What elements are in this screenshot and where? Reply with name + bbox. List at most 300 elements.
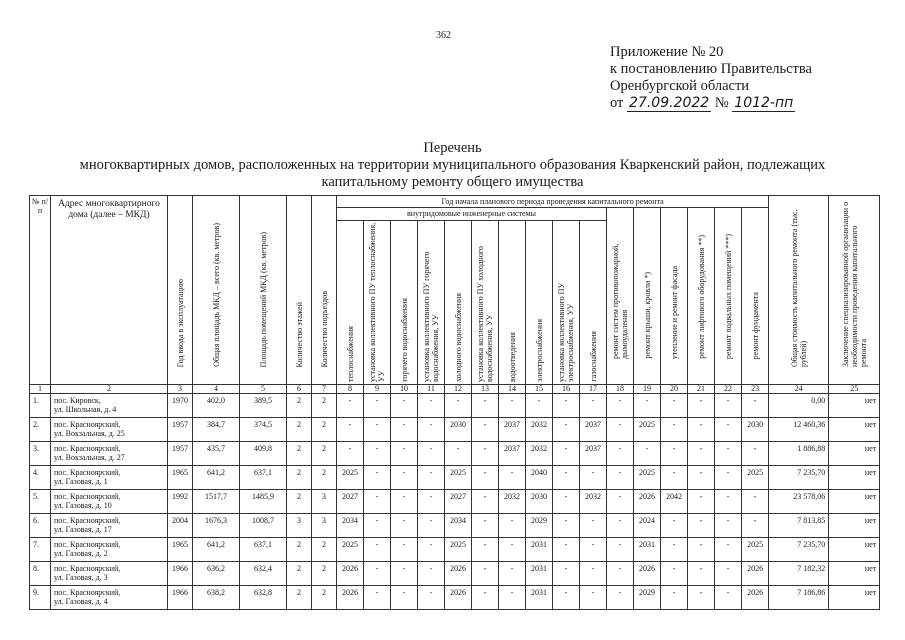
table-cell: 2030 — [526, 490, 553, 514]
table-cell: 2025 — [634, 466, 661, 490]
header-total-area: Общая площадь МКД – всего (кв. метров) — [193, 196, 240, 385]
table-cell: - — [418, 394, 445, 418]
table-cell: 1957 — [168, 442, 193, 466]
column-number: 20 — [661, 385, 688, 394]
table-cell: - — [472, 466, 499, 490]
table-cell: 1485,9 — [240, 490, 287, 514]
table-cell: - — [580, 466, 607, 490]
table-cell: 2 — [312, 538, 337, 562]
table-cell: 384,7 — [193, 418, 240, 442]
table-cell: 2026 — [742, 562, 769, 586]
table-cell: - — [661, 562, 688, 586]
table-cell: 2037 — [580, 442, 607, 466]
table-cell: 2034 — [445, 514, 472, 538]
address-cell: пос. Кировск, ул. Школьная, д. 4 — [51, 394, 168, 418]
title-line-2: многоквартирных домов, расположенных на территории муниципального образования Кваркенский район, подлежащих — [79, 157, 826, 173]
table-cell: 2 — [287, 466, 312, 490]
table-cell: 7 235,70 — [769, 466, 829, 490]
table-cell: 2 — [312, 394, 337, 418]
table-cell: 2025 — [634, 418, 661, 442]
appendix-line-2: к постановлению Правительства — [610, 61, 812, 77]
table-cell: - — [391, 418, 418, 442]
table-cell: - — [715, 418, 742, 442]
table-cell: 2034 — [337, 514, 364, 538]
table-cell: - — [472, 490, 499, 514]
address-cell: пос. Красноярский, ул. Газовая, д. 1 — [51, 466, 168, 490]
table-cell: 7 182,32 — [769, 562, 829, 586]
table-cell: - — [418, 466, 445, 490]
table-cell: - — [607, 394, 634, 418]
table-cell: - — [580, 586, 607, 610]
table-cell: 7 186,86 — [769, 586, 829, 610]
table-cell: - — [553, 586, 580, 610]
table-cell: - — [607, 418, 634, 442]
table-cell: - — [499, 514, 526, 538]
table-cell: 2025 — [337, 538, 364, 562]
table-cell: - — [553, 442, 580, 466]
table-cell: 1517,7 — [193, 490, 240, 514]
table-cell: - — [445, 394, 472, 418]
table-cell: - — [472, 514, 499, 538]
date-prefix: от — [610, 95, 624, 111]
table-cell: 1008,7 — [240, 514, 287, 538]
row-number-cell: 8. — [30, 562, 51, 586]
table-cell: - — [553, 418, 580, 442]
column-number: 15 — [526, 385, 553, 394]
table-cell: - — [499, 538, 526, 562]
table-cell: - — [580, 562, 607, 586]
table-cell: - — [688, 442, 715, 466]
table-cell: - — [580, 538, 607, 562]
table-cell: - — [499, 586, 526, 610]
table-row — [30, 418, 880, 442]
table-cell: - — [688, 538, 715, 562]
decree-date: 27.09.2022 — [629, 95, 710, 111]
table-cell: 435,7 — [193, 442, 240, 466]
table-cell: 2026 — [445, 562, 472, 586]
table-cell: 637,1 — [240, 466, 287, 490]
table-cell: - — [364, 442, 391, 466]
row-number-cell: 5. — [30, 490, 51, 514]
header-basement: ремонт подвальных помещений ***) — [715, 208, 742, 385]
table-row — [30, 538, 880, 562]
table-cell: 409,8 — [240, 442, 287, 466]
table-cell: - — [337, 394, 364, 418]
column-number: 19 — [634, 385, 661, 394]
table-cell: - — [661, 514, 688, 538]
table-cell: 2025 — [742, 466, 769, 490]
table-cell: 2031 — [526, 586, 553, 610]
header-cold-water: холодного водоснабжения — [445, 221, 472, 385]
table-cell: - — [607, 562, 634, 586]
column-number-row — [30, 385, 880, 394]
column-number: 4 — [193, 385, 240, 394]
table-cell: 2 — [312, 466, 337, 490]
header-num: № п/п — [30, 196, 51, 385]
column-number: 21 — [688, 385, 715, 394]
table-cell: 632,8 — [240, 586, 287, 610]
column-number: 11 — [418, 385, 445, 394]
column-number: 12 — [445, 385, 472, 394]
table-cell: 2025 — [445, 466, 472, 490]
table-cell: 2040 — [526, 466, 553, 490]
table-row — [30, 562, 880, 586]
table-cell: 1 886,88 — [769, 442, 829, 466]
table-cell: - — [607, 466, 634, 490]
table-cell: - — [661, 538, 688, 562]
column-number: 5 — [240, 385, 287, 394]
header-year: Год ввода в эксплуатацию — [168, 196, 193, 385]
table-cell: - — [499, 394, 526, 418]
table-cell: - — [742, 442, 769, 466]
repair-table — [29, 195, 880, 610]
table-cell: 3 — [287, 514, 312, 538]
header-plan-group: Год начала планового периода проведения капитального ремонта — [337, 196, 769, 208]
table-cell: 2032 — [580, 490, 607, 514]
table-cell: 1965 — [168, 538, 193, 562]
header-cost: Общая стоимость капитального ремонта (тыс. рублей) — [769, 196, 829, 385]
header-premises-area: Площадь помещений МКД (кв. метров) — [240, 196, 287, 385]
table-cell: 1966 — [168, 586, 193, 610]
column-number: 8 — [337, 385, 364, 394]
header-floors: Количество этажей — [287, 196, 312, 385]
row-number-cell: 2. — [30, 418, 51, 442]
column-number: 14 — [499, 385, 526, 394]
table-cell: 2042 — [661, 490, 688, 514]
table-cell: 2 — [287, 394, 312, 418]
table-cell: - — [472, 418, 499, 442]
appendix-block — [610, 44, 812, 112]
address-cell: пос. Красноярский, ул. Газовая, д. 10 — [51, 490, 168, 514]
table-row — [30, 490, 880, 514]
table-cell: 2037 — [580, 418, 607, 442]
header-hot-water-meter: установка коллективного ПУ горячего водоснабжения, УУ — [418, 221, 445, 385]
header-elevator: ремонт лифтового оборудования **) — [688, 208, 715, 385]
table-body — [30, 394, 880, 610]
table-cell: - — [364, 562, 391, 586]
table-cell: - — [688, 562, 715, 586]
table-cell: - — [715, 394, 742, 418]
table-cell: 0,00 — [769, 394, 829, 418]
header-roof: ремонт крыши, кровли *) — [634, 208, 661, 385]
row-number-cell: 9. — [30, 586, 51, 610]
table-cell: - — [499, 562, 526, 586]
table-cell: - — [364, 466, 391, 490]
table-cell: нет — [829, 466, 880, 490]
table-cell: 2032 — [526, 418, 553, 442]
table-cell: 2026 — [337, 562, 364, 586]
table-cell: - — [688, 514, 715, 538]
table-cell: 2025 — [337, 466, 364, 490]
row-number-cell: 3. — [30, 442, 51, 466]
table-cell: - — [580, 514, 607, 538]
table-cell: 1957 — [168, 418, 193, 442]
column-number: 6 — [287, 385, 312, 394]
table-cell: 638,2 — [193, 586, 240, 610]
header-conclusion: Заключение специализированной организации о необходимости проведения капитального ремонта — [829, 196, 880, 385]
table-cell: 2030 — [445, 418, 472, 442]
table-cell: 2 — [287, 538, 312, 562]
column-number: 16 — [553, 385, 580, 394]
table-cell: 641,2 — [193, 466, 240, 490]
table-cell: 2026 — [337, 586, 364, 610]
table-cell: 1970 — [168, 394, 193, 418]
table-cell: 2029 — [526, 514, 553, 538]
table-cell: 2 — [287, 418, 312, 442]
appendix-date-line — [610, 95, 812, 112]
table-cell: - — [445, 442, 472, 466]
column-number: 2 — [51, 385, 168, 394]
column-number: 7 — [312, 385, 337, 394]
number-prefix: № — [714, 95, 729, 111]
table-cell: - — [661, 466, 688, 490]
table-cell: - — [418, 538, 445, 562]
table-cell: 7 235,70 — [769, 538, 829, 562]
column-number: 25 — [829, 385, 880, 394]
table-cell: 2027 — [337, 490, 364, 514]
table-cell: 2 — [312, 586, 337, 610]
address-cell: пос. Красноярский, ул. Газовая, д. 4 — [51, 586, 168, 610]
header-gas: газоснабжения — [580, 221, 607, 385]
column-number: 3 — [168, 385, 193, 394]
table-cell: - — [607, 586, 634, 610]
table-cell: 2037 — [499, 418, 526, 442]
column-number: 13 — [472, 385, 499, 394]
table-cell: нет — [829, 562, 880, 586]
title-line-3: капитальному ремонту общего имущества — [321, 174, 584, 190]
table-cell: 374,5 — [240, 418, 287, 442]
table-cell: - — [472, 442, 499, 466]
table-cell: - — [715, 514, 742, 538]
table-cell: - — [553, 562, 580, 586]
table-cell: - — [607, 442, 634, 466]
table-cell: 23 578,06 — [769, 490, 829, 514]
column-number: 10 — [391, 385, 418, 394]
table-cell: - — [553, 394, 580, 418]
table-cell: - — [391, 490, 418, 514]
table-cell: - — [688, 418, 715, 442]
table-cell: - — [661, 586, 688, 610]
header-facade: утепление и ремонт фасада — [661, 208, 688, 385]
table-cell: - — [391, 394, 418, 418]
table-cell: - — [553, 490, 580, 514]
table-cell: - — [553, 466, 580, 490]
table-cell: - — [418, 514, 445, 538]
table-row — [30, 442, 880, 466]
header-entrances: Количество подъездов — [312, 196, 337, 385]
column-number: 17 — [580, 385, 607, 394]
table-cell: - — [634, 394, 661, 418]
table-cell: 2024 — [634, 514, 661, 538]
table-cell: - — [391, 442, 418, 466]
table-cell: - — [391, 562, 418, 586]
table-cell: нет — [829, 490, 880, 514]
table-cell: - — [742, 514, 769, 538]
table-cell: - — [661, 394, 688, 418]
title-line-1: Перечень — [423, 140, 482, 156]
table-cell: - — [553, 538, 580, 562]
row-number-cell: 6. — [30, 514, 51, 538]
table-cell: 1965 — [168, 466, 193, 490]
row-number-cell: 1. — [30, 394, 51, 418]
table-cell: 2030 — [742, 418, 769, 442]
table-cell: нет — [829, 394, 880, 418]
table-cell: - — [418, 442, 445, 466]
table-cell: 637,1 — [240, 538, 287, 562]
table-cell: 2026 — [634, 490, 661, 514]
table-cell: - — [688, 466, 715, 490]
page-number: 362 — [436, 30, 451, 41]
address-cell: пос. Красноярский, ул. Вокзальная, д. 25 — [51, 418, 168, 442]
table-cell: - — [715, 538, 742, 562]
table-cell: - — [364, 394, 391, 418]
table-cell: 1966 — [168, 562, 193, 586]
table-cell: 2032 — [499, 490, 526, 514]
header-sewer: водоотведения — [499, 221, 526, 385]
table-cell: - — [472, 586, 499, 610]
header-heat-meter: установка коллективного ПУ теплоснабжения, УУ — [364, 221, 391, 385]
column-number: 22 — [715, 385, 742, 394]
table-cell: - — [364, 514, 391, 538]
header-systems-group: внутридомовые инженерные системы — [337, 208, 607, 221]
table-cell: - — [391, 586, 418, 610]
table-cell: - — [418, 586, 445, 610]
address-cell: пос. Красноярский, ул. Газовая, д. 17 — [51, 514, 168, 538]
table-cell: - — [553, 514, 580, 538]
table-cell: - — [499, 466, 526, 490]
table-cell: - — [661, 418, 688, 442]
table-cell: - — [715, 562, 742, 586]
table-cell: 1992 — [168, 490, 193, 514]
column-number: 1 — [30, 385, 51, 394]
table-cell: - — [607, 490, 634, 514]
table-cell: - — [580, 394, 607, 418]
table-cell: - — [715, 442, 742, 466]
table-row — [30, 466, 880, 490]
table-cell: нет — [829, 442, 880, 466]
table-cell: 2 — [312, 418, 337, 442]
address-cell: пос. Красноярский, ул. Вокзальная, д. 27 — [51, 442, 168, 466]
table-cell: 632,4 — [240, 562, 287, 586]
header-foundation: ремонт фундамента — [742, 208, 769, 385]
table-cell: 2025 — [445, 538, 472, 562]
header-electric: электроснабжения — [526, 221, 553, 385]
decree-number: 1012-пп — [734, 95, 794, 111]
table-cell: 2031 — [634, 538, 661, 562]
table-cell: 3 — [312, 490, 337, 514]
table-cell: 12 460,36 — [769, 418, 829, 442]
table-cell: - — [337, 418, 364, 442]
table-cell: - — [391, 466, 418, 490]
table-row — [30, 394, 880, 418]
table-cell: - — [472, 538, 499, 562]
table-cell: нет — [829, 418, 880, 442]
table-cell: - — [688, 490, 715, 514]
table-cell: 389,5 — [240, 394, 287, 418]
table-cell: - — [715, 490, 742, 514]
table-cell: 1676,3 — [193, 514, 240, 538]
table-cell: - — [688, 586, 715, 610]
appendix-line-3: Оренбургской области — [610, 78, 750, 94]
table-cell: - — [526, 394, 553, 418]
table-cell: - — [607, 514, 634, 538]
table-cell: 2 — [312, 562, 337, 586]
table-cell: - — [688, 394, 715, 418]
table-cell: 402,0 — [193, 394, 240, 418]
table-cell: - — [607, 538, 634, 562]
table-cell: - — [337, 442, 364, 466]
table-cell: 2 — [287, 442, 312, 466]
table-cell: - — [742, 490, 769, 514]
header-electric-meter: установка коллективного ПУ электроснабжения, УУ — [553, 221, 580, 385]
header-heat: теплоснабжения — [337, 221, 364, 385]
header-hot-water: горячего водоснабжения — [391, 221, 418, 385]
table-cell: - — [634, 442, 661, 466]
table-cell: 3 — [312, 514, 337, 538]
table-cell: 2031 — [526, 538, 553, 562]
table-cell: - — [472, 394, 499, 418]
table-cell: - — [391, 538, 418, 562]
table-cell: 2027 — [445, 490, 472, 514]
table-row — [30, 514, 880, 538]
row-number-cell: 4. — [30, 466, 51, 490]
table-cell: нет — [829, 514, 880, 538]
column-number: 18 — [607, 385, 634, 394]
column-number: 23 — [742, 385, 769, 394]
document-title — [0, 140, 905, 191]
table-cell: 2029 — [634, 586, 661, 610]
table-cell: - — [661, 442, 688, 466]
table-cell: - — [364, 586, 391, 610]
table-cell: 2 — [287, 586, 312, 610]
table-cell: - — [418, 490, 445, 514]
table-cell: 7 813,85 — [769, 514, 829, 538]
table-cell: - — [715, 586, 742, 610]
table-cell: - — [364, 538, 391, 562]
table-cell: 636,2 — [193, 562, 240, 586]
table-cell: 2004 — [168, 514, 193, 538]
table-cell: 2026 — [445, 586, 472, 610]
table-cell: 2 — [312, 442, 337, 466]
table-cell: 2032 — [526, 442, 553, 466]
table-cell: нет — [829, 586, 880, 610]
table-cell: - — [472, 562, 499, 586]
table-cell: - — [418, 418, 445, 442]
table-cell: 2025 — [742, 538, 769, 562]
header-cold-water-meter: установка коллективного ПУ холодного водоснабжения, УУ — [472, 221, 499, 385]
appendix-line-1: Приложение № 20 — [610, 44, 724, 60]
table-cell: 2026 — [634, 562, 661, 586]
table-cell: - — [391, 514, 418, 538]
table-cell: 2 — [287, 490, 312, 514]
header-address: Адрес многоквартирного дома (далее – МКД) — [51, 196, 168, 385]
column-number: 9 — [364, 385, 391, 394]
table-row — [30, 586, 880, 610]
table-cell: нет — [829, 538, 880, 562]
table-cell: 641,2 — [193, 538, 240, 562]
table-cell: 2037 — [499, 442, 526, 466]
column-number: 24 — [769, 385, 829, 394]
address-cell: пос. Красноярский, ул. Газовая, д. 2 — [51, 538, 168, 562]
table-cell: - — [715, 466, 742, 490]
address-cell: пос. Красноярский, ул. Газовая, д. 3 — [51, 562, 168, 586]
table-cell: - — [364, 490, 391, 514]
row-number-cell: 7. — [30, 538, 51, 562]
table-cell: - — [418, 562, 445, 586]
table-cell: - — [364, 418, 391, 442]
header-fire: ремонт систем противопожарной, дымоудаления — [607, 208, 634, 385]
table-cell: 2031 — [526, 562, 553, 586]
